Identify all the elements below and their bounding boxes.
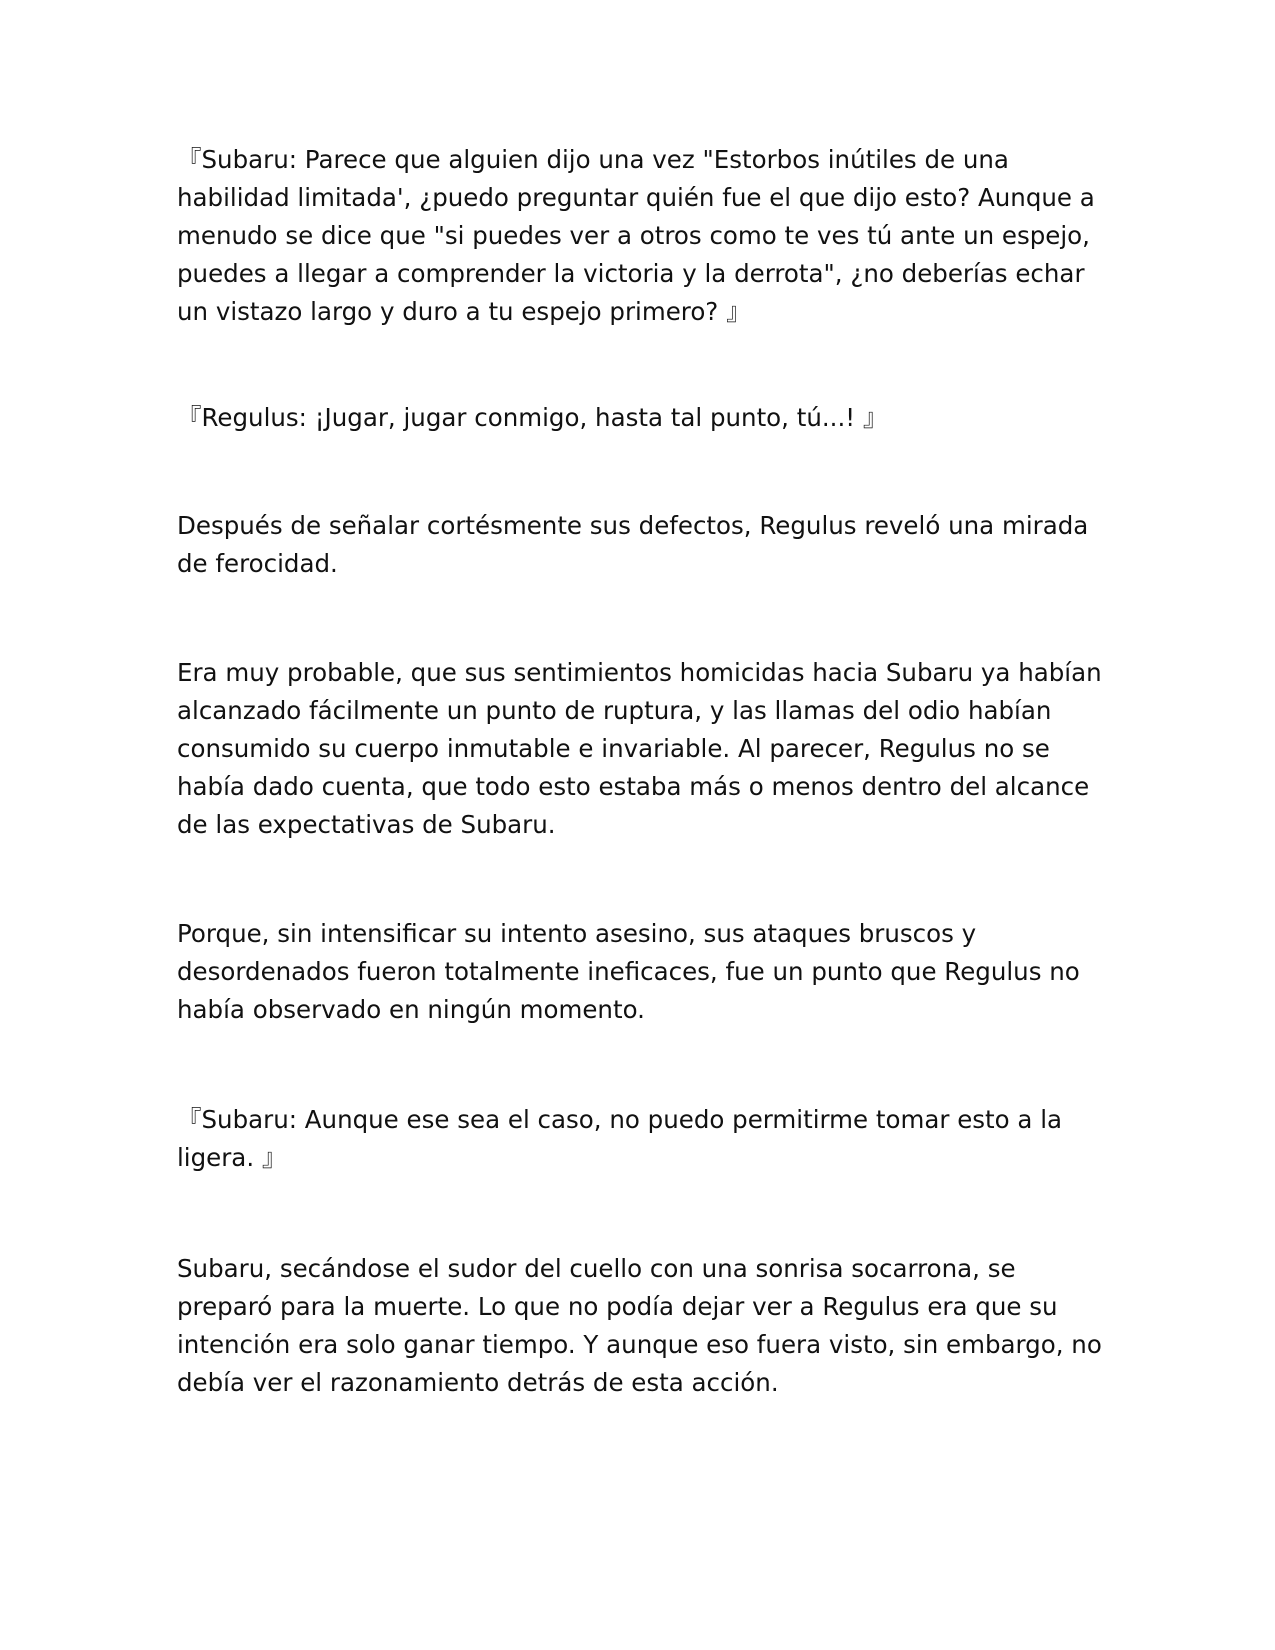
narration-ineffective-attacks: Porque, sin intensificar su intento asesino, sus ataques bruscos y desordenados fueron totalmente ineficaces, fue un punto que Regulus no había observado en ningún momento. (177, 919, 1080, 1024)
narration-buying-time: Subaru, secándose el sudor del cuello con una sonrisa socarrona, se preparó para la muerte. Lo que no podía dejar ver a Regulus era que su intención era solo ganar tiempo. Y aunque eso fuera visto, sin embargo, no debía ver el razonamiento detrás de esta acción. (177, 1254, 1102, 1397)
dialogue-subaru-careful: 『Subaru: Aunque ese sea el caso, no puedo permitirme tomar esto a la ligera. 』 (177, 1105, 1063, 1172)
narration-homicidal-feelings: Era muy probable, que sus sentimientos homicidas hacia Subaru ya habían alcanzado fácilmente un punto de ruptura, y las llamas del odio habían consumido su cuerpo inmutable e invariable. Al parecer, Regulus no se había dado cuenta, que todo esto estaba más o menos dentro del alcance de las expectativas de Subaru. (177, 658, 1102, 839)
dialogue-subaru-mirror: 『Subaru: Parece que alguien dijo una vez "Estorbos inútiles de una habilidad limitada', ¿puedo preguntar quién fue el que dijo esto? Aunque a menudo se dice que "si puedes ver a otros como te ves tú ante un espejo, puedes a llegar a comprender la victoria y la derrota", ¿no deberías echar un vistazo largo y duro a tu espejo primero? 』 (177, 145, 1095, 326)
text-body (177, 141, 1102, 1402)
dialogue-regulus: 『Regulus: ¡Jugar, jugar conmigo, hasta tal punto, tú...! 』 (177, 403, 888, 432)
narration-ferocity: Después de señalar cortésmente sus defectos, Regulus reveló una mirada de ferocidad. (177, 511, 1089, 578)
